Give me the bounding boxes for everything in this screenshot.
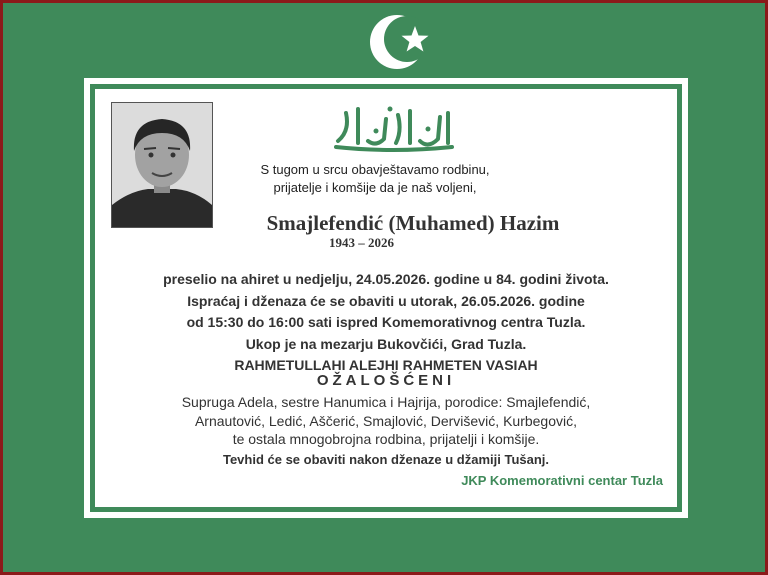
mourners-line: Arnautović, Ledić, Aščerić, Smajlović, Dervišević, Kurbegović,: [194, 412, 578, 429]
notice-panel: [84, 78, 688, 518]
announcement-text: [95, 269, 677, 377]
intro-line: S tugom u srcu obavještavamo rodbinu,: [260, 162, 490, 177]
arabic-calligraphy-icon: [328, 101, 458, 153]
announcement-line: Ispraćaj i dženaza će se obaviti u utorak, 26.05.2026. godine: [187, 292, 585, 309]
intro-text: [245, 161, 505, 197]
deceased-years: 1943 – 2026: [329, 235, 394, 250]
announcement-line: preselio na ahiret u nedjelju, 24.05.2026. godine u 84. godini života.: [163, 271, 609, 287]
deceased-photo: [111, 102, 213, 228]
tevhid-notice: Tevhid će se obaviti nakon dženaze u džamiji Tušanj.: [222, 452, 550, 467]
mourners-line: Supruga Adela, sestre Hanumica i Hajrija, porodice: Smajlefendić,: [181, 394, 591, 410]
announcement-line: od 15:30 do 16:00 sati ispred Komemorativnog centra Tuzla.: [186, 314, 586, 330]
notice-inner-border: [90, 84, 682, 512]
intro-line: prijatelje i komšije da je naš voljeni,: [273, 180, 477, 195]
announcement-line: Ukop je na mezarju Bukovčići, Grad Tuzla.: [245, 335, 527, 352]
crescent-and-star-icon: [369, 11, 433, 73]
mourners-title: OŽALOŠĆENI: [316, 372, 456, 389]
announcement-line: RAHMETULLAHI ALEJHI RAHMETEN VASIAH: [234, 357, 538, 373]
mourners-text: [95, 393, 677, 449]
organization-signature: JKP Komemorativni centar Tuzla: [461, 473, 663, 488]
mourners-line: te ostala mnogobrojna rodbina, prijatelji i komšije.: [232, 431, 540, 447]
deceased-name: Smajlefendić (Muhamed) Hazim: [266, 211, 560, 235]
